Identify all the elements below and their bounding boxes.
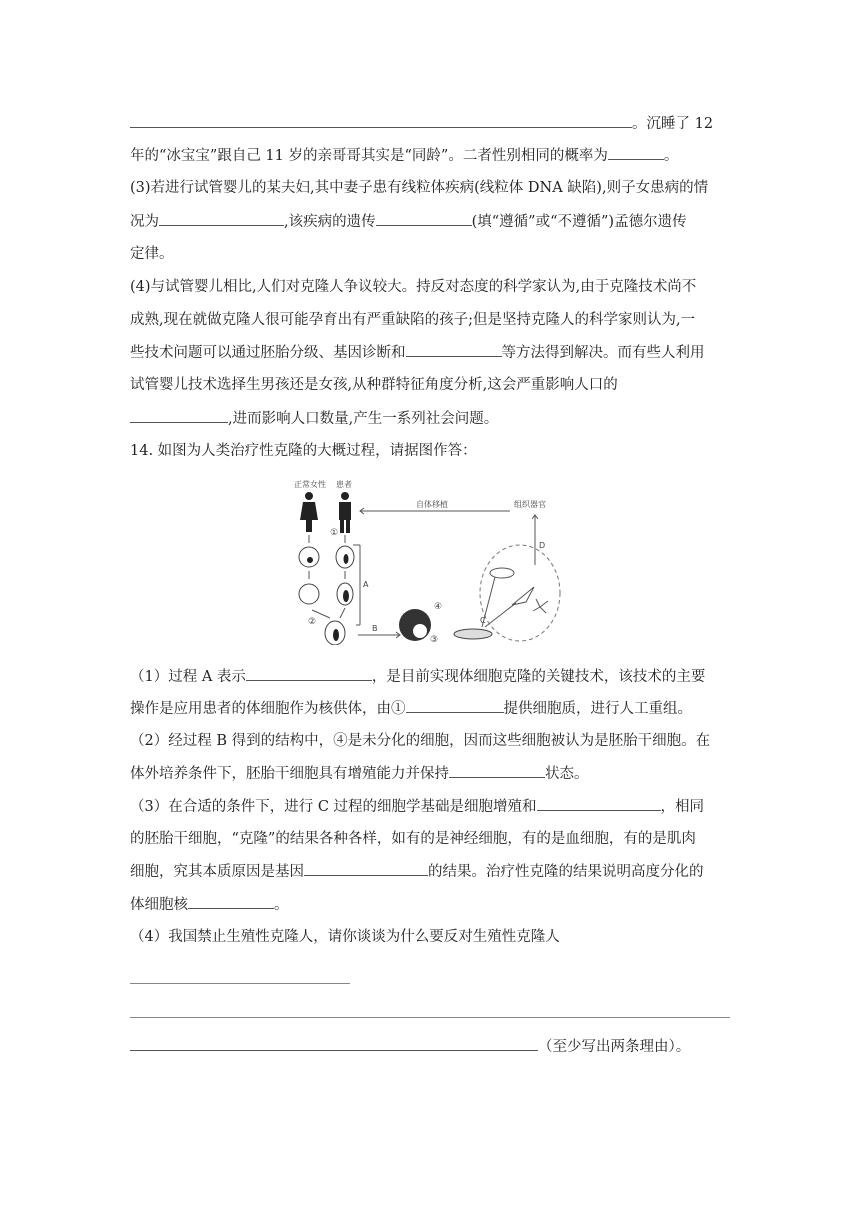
answer-rule-2[interactable] bbox=[130, 1017, 730, 1018]
differentiation-circle bbox=[480, 545, 560, 641]
q14-title: 14. 如图为人类治疗性克隆的大概过程，请据图作答： bbox=[130, 443, 477, 459]
answer-blank[interactable] bbox=[304, 861, 428, 876]
q14-p4-end: （至少写出两条理由）。 bbox=[130, 1036, 730, 1057]
q13-line-2: 年的“冰宝宝”跟自己 11 岁的亲哥哥其实是“同龄”。二者性别相同的概率为 。 bbox=[130, 145, 730, 166]
answer-blank[interactable] bbox=[246, 666, 372, 681]
answer-blank[interactable] bbox=[130, 408, 228, 423]
q13-line-7: 成熟,现在就做克隆人很可能孕育出有严重缺陷的孩子;但是坚持克隆人的科学家则认为,一 bbox=[130, 312, 696, 328]
q13-line-5: 定律。 bbox=[130, 246, 174, 262]
culture-dish-icon bbox=[454, 629, 492, 639]
differentiated-cells bbox=[482, 568, 548, 627]
label-transplant: 自体移植 bbox=[416, 500, 448, 509]
label-3: ③ bbox=[430, 635, 439, 645]
q13-line-1: 。沉睡了 12 bbox=[130, 113, 730, 134]
answer-blank[interactable] bbox=[449, 763, 545, 778]
q14-p1-line1: （1）过程 A 表示 ，是目前实现体细胞克隆的关键技术，该技术的主要 bbox=[130, 666, 730, 687]
answer-blank[interactable] bbox=[130, 113, 632, 128]
q14-p3-line2: 的胚胎干细胞，“克隆”的结果各种各样，如有的是神经细胞，有的是血细胞，有的是肌肉 bbox=[130, 831, 696, 847]
label-d: D bbox=[539, 541, 546, 550]
answer-blank[interactable] bbox=[608, 145, 664, 160]
label-female: 正常女性 bbox=[294, 480, 326, 489]
label-patient: 患者 bbox=[336, 480, 352, 489]
label-tissue: 组织器官 bbox=[514, 500, 546, 509]
q13-line-4: 况为 ,该疾病的遗传 (填“遵循”或“不遵循”)孟德尔遗传 bbox=[130, 211, 730, 232]
answer-blank[interactable] bbox=[406, 698, 504, 713]
q13-line-9: 试管婴儿技术选择生男孩还是女孩,从种群特征角度分析,这会严重影响人口的 bbox=[130, 377, 618, 393]
q14-p1-line2: 操作是应用患者的体细胞作为核供体，由① 提供细胞质，进行人工重组。 bbox=[130, 698, 730, 719]
flow-arrows bbox=[309, 535, 400, 638]
arrow-d bbox=[532, 515, 538, 565]
answer-blank[interactable] bbox=[188, 894, 274, 909]
diagram-svg bbox=[290, 475, 580, 645]
label-b: B bbox=[372, 624, 378, 633]
q14-p2-line2: 体外培养条件下，胚胎干细胞具有增殖能力并保持 状态。 bbox=[130, 763, 730, 784]
label-2: ② bbox=[308, 617, 317, 627]
answer-blank[interactable] bbox=[159, 211, 284, 226]
q13-line-10: ,进而影响人口数量,产生一系列社会问题。 bbox=[130, 408, 730, 429]
q14-p3-line1: （3）在合适的条件下，进行 C 过程的细胞学基础是细胞增殖和 ，相同 bbox=[130, 796, 730, 817]
label-4: ④ bbox=[434, 602, 443, 612]
q14-p3-line4: 体细胞核 。 bbox=[130, 894, 730, 915]
label-c: C bbox=[480, 616, 486, 625]
q14-p3-line3: 细胞，究其本质原因是基因 的结果。治疗性克隆的结果说明高度分化的 bbox=[130, 861, 730, 882]
q14-p4-line1: （4）我国禁止生殖性克隆人，请你谈谈为什么要反对生殖性克隆人 bbox=[130, 929, 560, 945]
blastocyst-icon bbox=[399, 609, 431, 641]
q13-line-8: 些技术问题可以通过胚胎分级、基因诊断和 等方法得到解决。而有些人利用 bbox=[130, 342, 730, 363]
answer-blank[interactable] bbox=[406, 342, 502, 357]
female-person-icon bbox=[300, 492, 318, 532]
cloning-process-diagram bbox=[290, 475, 580, 649]
label-a: A bbox=[363, 580, 369, 589]
answer-blank[interactable] bbox=[376, 211, 472, 226]
q13-line-3: (3)若进行试管婴儿的某夫妇,其中妻子患有线粒体疾病(线粒体 DNA 缺陷),则子女患病的情 bbox=[130, 180, 709, 196]
male-person-icon bbox=[339, 492, 351, 533]
answer-rule-1[interactable] bbox=[130, 983, 350, 984]
label-1: ① bbox=[330, 528, 339, 538]
answer-blank[interactable] bbox=[537, 796, 661, 811]
q14-p2-line1: （2）经过程 B 得到的结构中，④是未分化的细胞，因而这些细胞被认为是胚胎干细胞。在 bbox=[130, 733, 711, 749]
answer-blank[interactable] bbox=[130, 1036, 538, 1051]
q13-line-6: (4)与试管婴儿相比,人们对克隆人争议较大。持反对态度的科学家认为,由于克隆技术尚不 bbox=[130, 279, 697, 295]
